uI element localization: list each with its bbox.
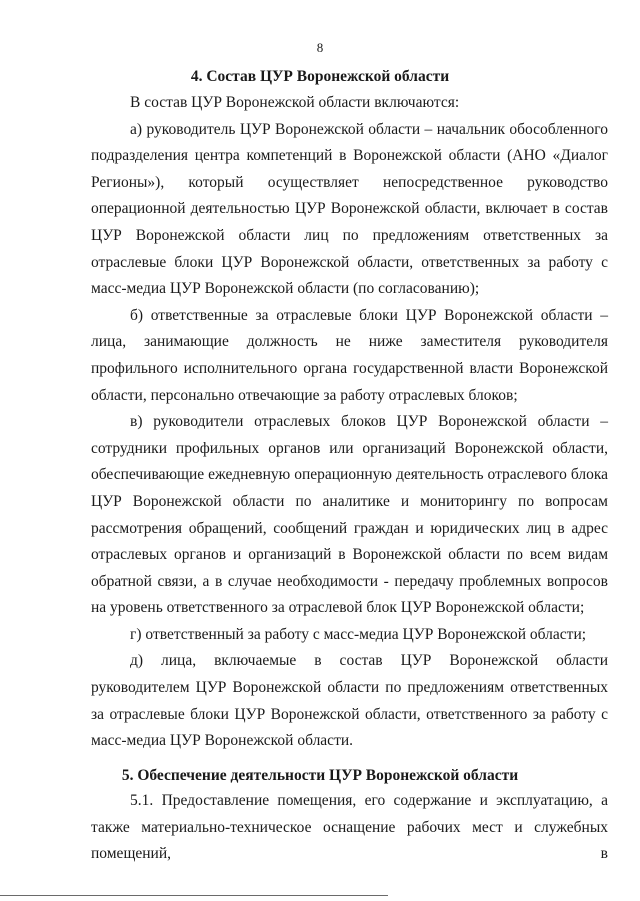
section-5-item-5-1: 5.1. Предоставление помещения, его содержание и эксплуатацию, а также материально-техническое оснащение рабочих мест и служебных помещений, в (91, 792, 608, 863)
section-4-item-v: в) руководители отраслевых блоков ЦУР Воронежской области – сотрудники профильных органов или организаций Воронежской области, обеспечивающие ежедневную операционную деятельность отраслевого блока ЦУР Воронежской области по аналитике и мониторингу по вопросам рассмотрения обращений, сообщений граждан и юридических лиц в адрес отраслевых органов и организаций в Воронежской области по всем видам обратной связи, а в случае необходимости - передачу проблемных вопросов на уровень ответственного за отраслевой блок ЦУР Воронежской области; (91, 413, 608, 617)
section-5-body (91, 788, 608, 868)
footer-divider (0, 895, 388, 896)
section-5-heading: 5. Обеспечение деятельности ЦУР Воронежской области (121, 767, 519, 784)
section-4-item-b: б) ответственные за отраслевые блоки ЦУР Воронежской области – лица, занимающие должность не ниже заместителя руководителя профильного исполнительного органа государственной власти Воронежской области, персонально отвечающие за работу отраслевых блоков; (91, 306, 608, 404)
section-4-item-a: а) руководитель ЦУР Воронежской области – начальник обособленного подразделения центра компетенций в Воронежской области (АНО «Диалог Регионы»), который осуществляет непосредственное руководство операционной деятельностью ЦУР Воронежской области, включает в состав ЦУР Воронежской области лиц по предложениям ответственных за отраслевые блоки ЦУР Воронежской области, ответственных за работу с масс-медиа ЦУР Воронежской области (по согласованию); (91, 120, 608, 298)
section-4-intro: В состав ЦУР Воронежской области включаются: (130, 94, 460, 111)
section-4-body (91, 90, 608, 755)
section-4-item-d: д) лица, включаемые в состав ЦУР Воронежской области руководителем ЦУР Воронежской области по предложениям ответственных за отраслевые блоки ЦУР Воронежской области, ответственного за работу с масс-медиа ЦУР Воронежской области. (91, 652, 608, 750)
section-4-heading: 4. Состав ЦУР Воронежской области (190, 68, 450, 85)
section-4-item-g: г) ответственный за работу с масс-медиа ЦУР Воронежской области; (130, 625, 587, 643)
page-number: 8 (316, 40, 324, 55)
